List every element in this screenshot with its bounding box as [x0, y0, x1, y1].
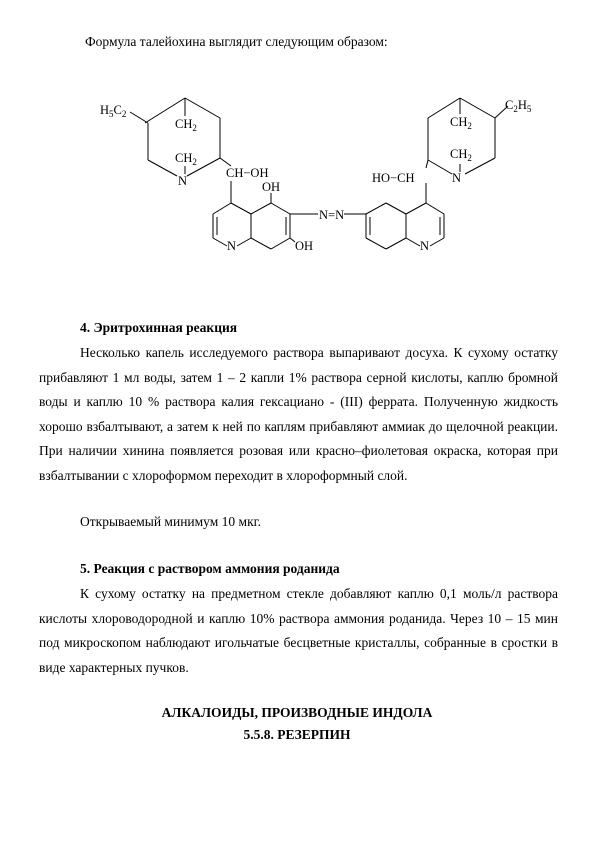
detection-minimum: Открываемый минимум 10 мкг. — [80, 514, 262, 529]
ch2-label-1: $CH_2$ — [175, 117, 197, 133]
ethyl-group-left: $H_5C_2$ — [100, 103, 127, 119]
section-5-paragraph: К сухому остатку на предметном стекле добавляют каплю 0,1 моль/л раствора кислоты хлороводородной и каплю 10% раствора аммония роданида. Через 10 – 15 мин под микроскопом наблюдают игольчатые бесцветные кристаллы, собранные в сростки в виде характерных пучков. — [39, 586, 558, 675]
hydroxyl-label-1: OH — [262, 180, 281, 194]
nitrogen-label-2: N — [227, 239, 237, 253]
ch2-label-3: $CH_2$ — [450, 115, 472, 131]
ethyl-group-right: $C_2H_5$ — [505, 98, 532, 114]
ch2-label-2: $CH_2$ — [175, 151, 197, 167]
subsection-title: 5.5.8. РЕЗЕРПИН — [243, 727, 351, 742]
section-5-heading: 5. Реакция с раствором аммония роданида — [80, 561, 340, 576]
hydroxyl-label-2: OH — [295, 239, 314, 253]
section-4-heading: 4. Эритрохинная реакция — [80, 320, 238, 335]
structural-formula-drawing — [90, 78, 560, 268]
nitrogen-label-3: N — [420, 239, 430, 253]
ch-oh-label: CH−OH — [226, 166, 269, 180]
section-4-paragraph: Несколько капель исследуемого раствора выпаривают досуха. К сухому остатку прибавляют 1 мл воды, затем 1 – 2 капли 1% раствора серной кислоты, каплю бромной воды и каплю 10 % раствора калия гексациано - (III) феррата. Полученную жидкость хорошо взбалтывают, а затем к ней по каплям прибавляют аммиак до щелочной реакции. При наличии хинина появляется розовая или красно–фиолетовая окраска, которая при взбалтывании с хлороформом переходит в хлороформный слой. — [39, 345, 558, 483]
nitrogen-label-1: N — [178, 174, 188, 188]
chapter-title: АЛКАЛОИДЫ, ПРОИЗВОДНЫЕ ИНДОЛА — [161, 705, 433, 720]
ch2-label-4: $CH_2$ — [450, 147, 472, 163]
thalleioquin-formula — [90, 78, 560, 268]
azo-group-label: N=N — [319, 208, 345, 222]
intro-text: Формула талейохина выглядит следующим образом: — [85, 34, 388, 49]
ho-ch-label: HO−CH — [372, 171, 415, 185]
nitrogen-label-4: N — [452, 171, 462, 185]
